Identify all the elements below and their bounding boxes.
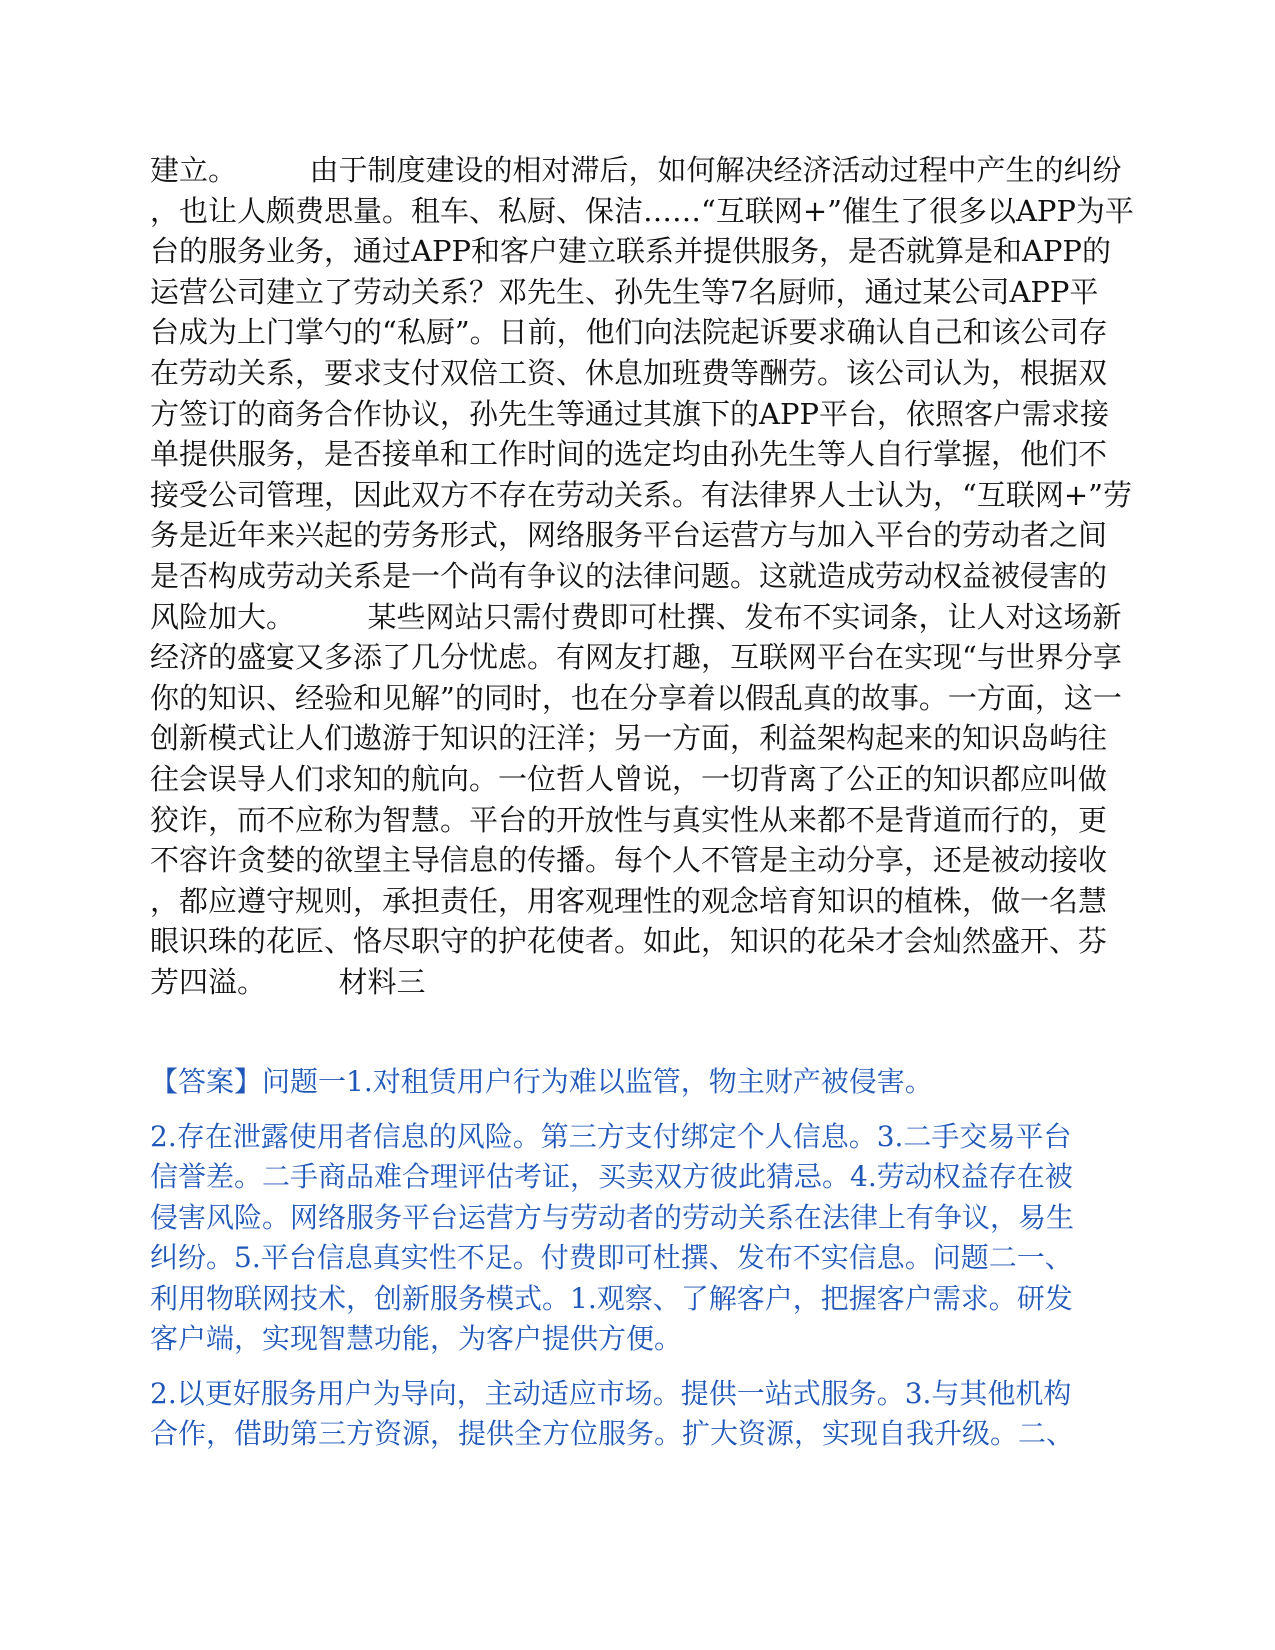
answer-section: [150, 1062, 1140, 1469]
answer-line: 2.以更好服务用户为导向，主动适应市场。提供一站式服务。3.与其他机构: [150, 1376, 1072, 1410]
passage-line: 运营公司建立了劳动关系？邓先生、孙先生等7名厨师，通过某公司APP平: [150, 274, 1099, 309]
answer-line: 侵害风险。网络服务平台运营方与劳动者的劳动关系在法律上有争议，易生: [150, 1200, 1075, 1234]
passage-line: 建立。 由于制度建设的相对滞后，如何解决经济活动过程中产生的纠纷: [150, 153, 1122, 187]
passage-line: 台成为上门掌勺的“私厨”。日前，他们向法院起诉要求确认自己和该公司存: [150, 315, 1108, 350]
passage-line: ，也让人颇费思量。租车、私厨、保洁……“互联网+”催生了很多以APP为平: [150, 193, 1134, 228]
passage-line: 芳四溢。 材料三: [150, 964, 426, 999]
answer-tag: 【答案】: [150, 1065, 263, 1098]
passage-line: 创新模式让人们遨游于知识的汪洋；另一方面，利益架构起来的知识岛屿往: [150, 721, 1108, 756]
answer-line: 纠纷。5.平台信息真实性不足。付费即可杜撰、发布不实信息。问题二一、: [150, 1241, 1073, 1274]
passage-line: 在劳动关系，要求支付双倍工资、休息加班费等酬劳。该公司认为，根据双: [150, 355, 1108, 390]
answer-line: 2.存在泄露使用者信息的风险。第三方支付绑定个人信息。3.二手交易平台: [150, 1119, 1072, 1153]
passage-line: 眼识珠的花匠、恪尽职守的护花使者。如此，知识的花朵才会灿然盛开、芬: [150, 924, 1108, 959]
answer-paragraph: [150, 1062, 1140, 1103]
answer-line: 合作，借助第三方资源，提供全方位服务。扩大资源，实现自我升级。二、: [150, 1417, 1075, 1450]
answer-line: [150, 1062, 1140, 1103]
passage-line: 经济的盛宴又多添了几分忧虑。有网友打趣，互联网平台在实现“与世界分享: [150, 640, 1122, 675]
passage-line: ，都应遵守规则，承担责任，用客观理性的观念培育知识的植株，做一名慧: [150, 883, 1108, 918]
answer-paragraph: [150, 1374, 1140, 1455]
passage-line: 你的知识、经验和见解”的同时，也在分享着以假乱真的故事。一方面，这一: [150, 680, 1122, 715]
passage-line: 是否构成劳动关系是一个尚有争议的法律问题。这就造成劳动权益被侵害的: [150, 558, 1108, 593]
answer-line: 信誉差。二手商品难合理评估考证，买卖双方彼此猜忌。4.劳动权益存在被: [150, 1160, 1073, 1193]
passage-line: 单提供服务，是否接单和工作时间的选定均由孙先生等人自行掌握，他们不: [150, 437, 1108, 472]
answer-text: 问题一1.对租赁用户行为难以监管，物主财产被侵害。: [262, 1065, 933, 1098]
answer-line: 客户端，实现智慧功能，为客户提供方便。: [150, 1322, 683, 1355]
passage-line: 务是近年来兴起的劳务形式，网络服务平台运营方与加入平台的劳动者之间: [150, 518, 1108, 553]
passage-line: 不容许贪婪的欲望主导信息的传播。每个人不管是主动分享，还是被动接收: [150, 843, 1108, 878]
reading-passage: [150, 150, 1140, 1002]
passage-line: 接受公司管理，因此双方不存在劳动关系。有法律界人士认为，“互联网+”劳: [150, 477, 1132, 512]
answer-paragraph: [150, 1117, 1140, 1360]
answer-line: 利用物联网技术，创新服务模式。1.观察、了解客户，把握客户需求。研发: [150, 1281, 1073, 1315]
passage-line: 往会误导人们求知的航向。一位哲人曾说，一切背离了公正的知识都应叫做: [150, 761, 1108, 796]
passage-line: 风险加大。 某些网站只需付费即可杜撰、发布不实词条，让人对这场新: [150, 599, 1122, 634]
passage-line: 台的服务业务，通过APP和客户建立联系并提供服务，是否就算是和APP的: [150, 234, 1111, 269]
passage-line: 狡诈，而不应称为智慧。平台的开放性与真实性从来都不是背道而行的，更: [150, 802, 1108, 837]
passage-line: 方签订的商务合作协议，孙先生等通过其旗下的APP平台，依照客户需求接: [150, 396, 1109, 431]
